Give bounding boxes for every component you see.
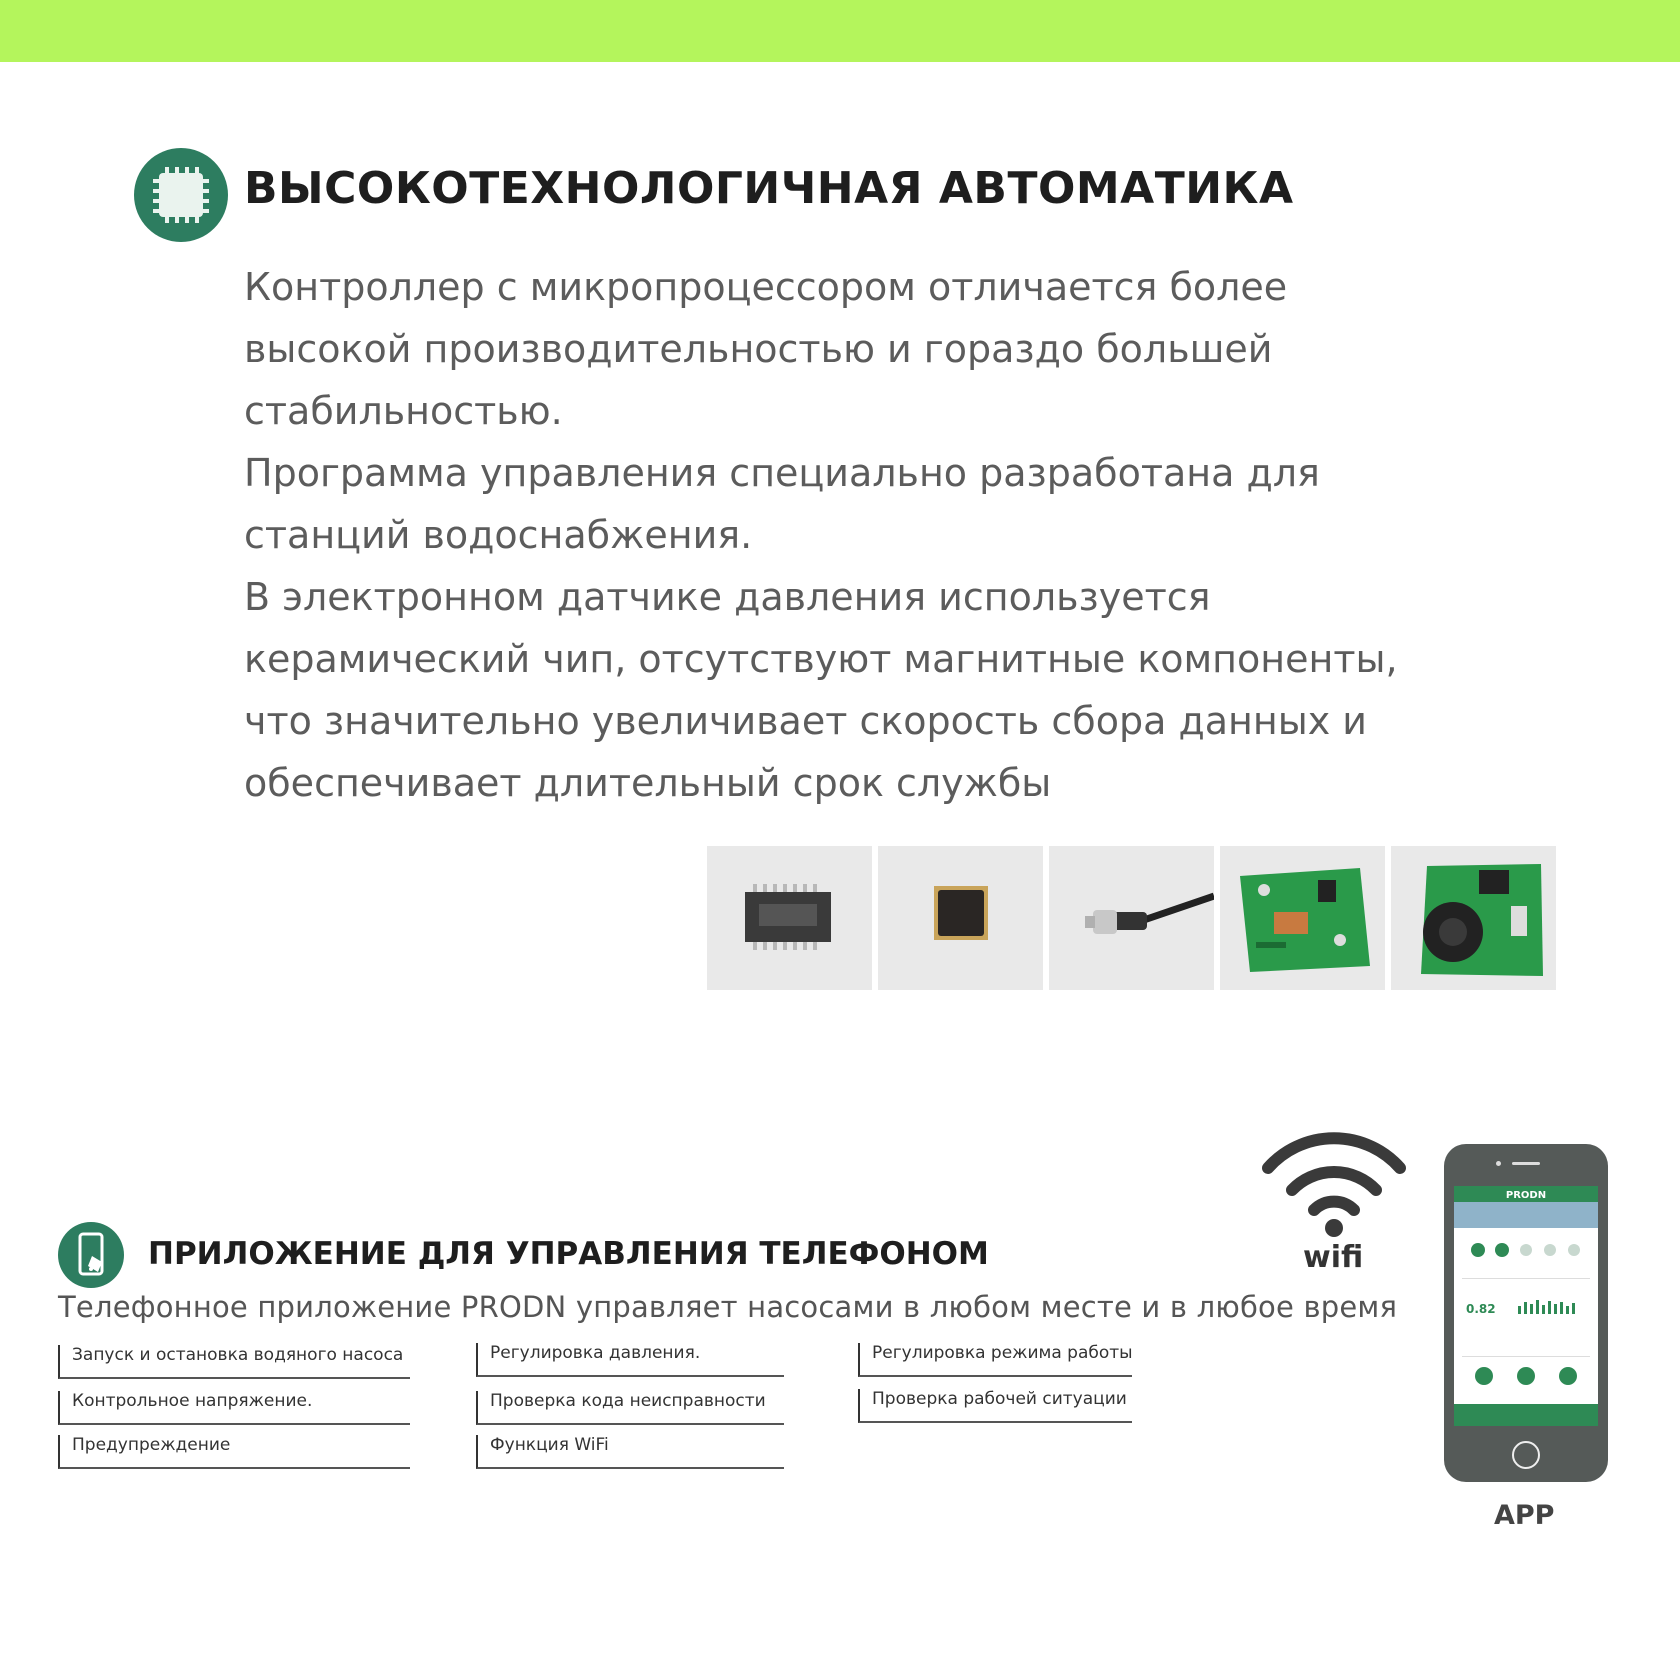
feature-item — [476, 1391, 784, 1425]
feature-label: Запуск и остановка водяного насоса — [72, 1345, 404, 1365]
app-label: APP — [1494, 1500, 1555, 1531]
feature-label: Проверка рабочей ситуации — [872, 1389, 1127, 1409]
feature-label: Контрольное напряжение. — [72, 1391, 313, 1411]
feature-item — [58, 1435, 410, 1469]
description-line: что значительно увеличивает скорость сбора данных и — [244, 699, 1367, 743]
top-accent-bar — [0, 0, 1680, 62]
description-line: станций водоснабжения. — [244, 513, 753, 557]
app-screen — [1454, 1186, 1598, 1426]
feature-label: Предупреждение — [72, 1435, 231, 1455]
feature-item — [858, 1343, 1132, 1377]
description-line: керамический чип, отсутствуют магнитные компоненты, — [244, 637, 1398, 681]
smartphone-app-mockup — [1444, 1144, 1608, 1482]
description-line: высокой производительностью и гораздо большей — [244, 327, 1273, 371]
description-line: В электронном датчике давления используется — [244, 575, 1211, 619]
description-line: Контроллер с микропроцессором отличается более — [244, 265, 1288, 309]
circuit-board-photo — [1220, 846, 1385, 990]
home-button — [1512, 1441, 1540, 1469]
feature-item — [476, 1435, 784, 1469]
chip-icon — [134, 148, 228, 242]
section-title-automation: ВЫСОКОТЕХНОЛОГИЧНАЯ АВТОМАТИКА — [244, 163, 1294, 214]
wifi-icon — [1258, 1118, 1410, 1238]
feature-label: Функция WiFi — [490, 1435, 609, 1455]
feature-label: Проверка кода неисправности — [490, 1391, 766, 1411]
automation-description — [244, 256, 1474, 814]
feature-item — [858, 1389, 1132, 1423]
controller-board-photo — [1391, 846, 1556, 990]
wifi-label: wifi — [1303, 1240, 1364, 1275]
feature-item — [476, 1343, 784, 1377]
app-nav-bar — [1454, 1404, 1598, 1426]
feature-label: Регулировка давления. — [490, 1343, 701, 1363]
app-brand: PRODN — [1505, 1190, 1547, 1201]
section-title-app: ПРИЛОЖЕНИЕ ДЛЯ УПРАВЛЕНИЯ ТЕЛЕФОНОМ — [148, 1236, 989, 1272]
feature-item — [58, 1391, 410, 1425]
microcontroller-photo — [878, 846, 1043, 990]
pressure-sensor-photo — [1049, 846, 1214, 990]
component-photo-strip — [707, 846, 1556, 990]
description-line: стабильностью. — [244, 389, 563, 433]
power-module-photo — [707, 846, 872, 990]
description-line: Программа управления специально разработана для — [244, 451, 1320, 495]
feature-label: Регулировка режима работы — [872, 1343, 1133, 1363]
feature-item — [58, 1345, 410, 1379]
pressure-reading: 0.82 — [1466, 1302, 1496, 1316]
description-line: обеспечивает длительный срок службы — [244, 761, 1052, 805]
app-description: Телефонное приложение PRODN управляет насосами в любом месте и в любое время — [58, 1290, 1398, 1324]
phone-icon — [58, 1222, 124, 1288]
